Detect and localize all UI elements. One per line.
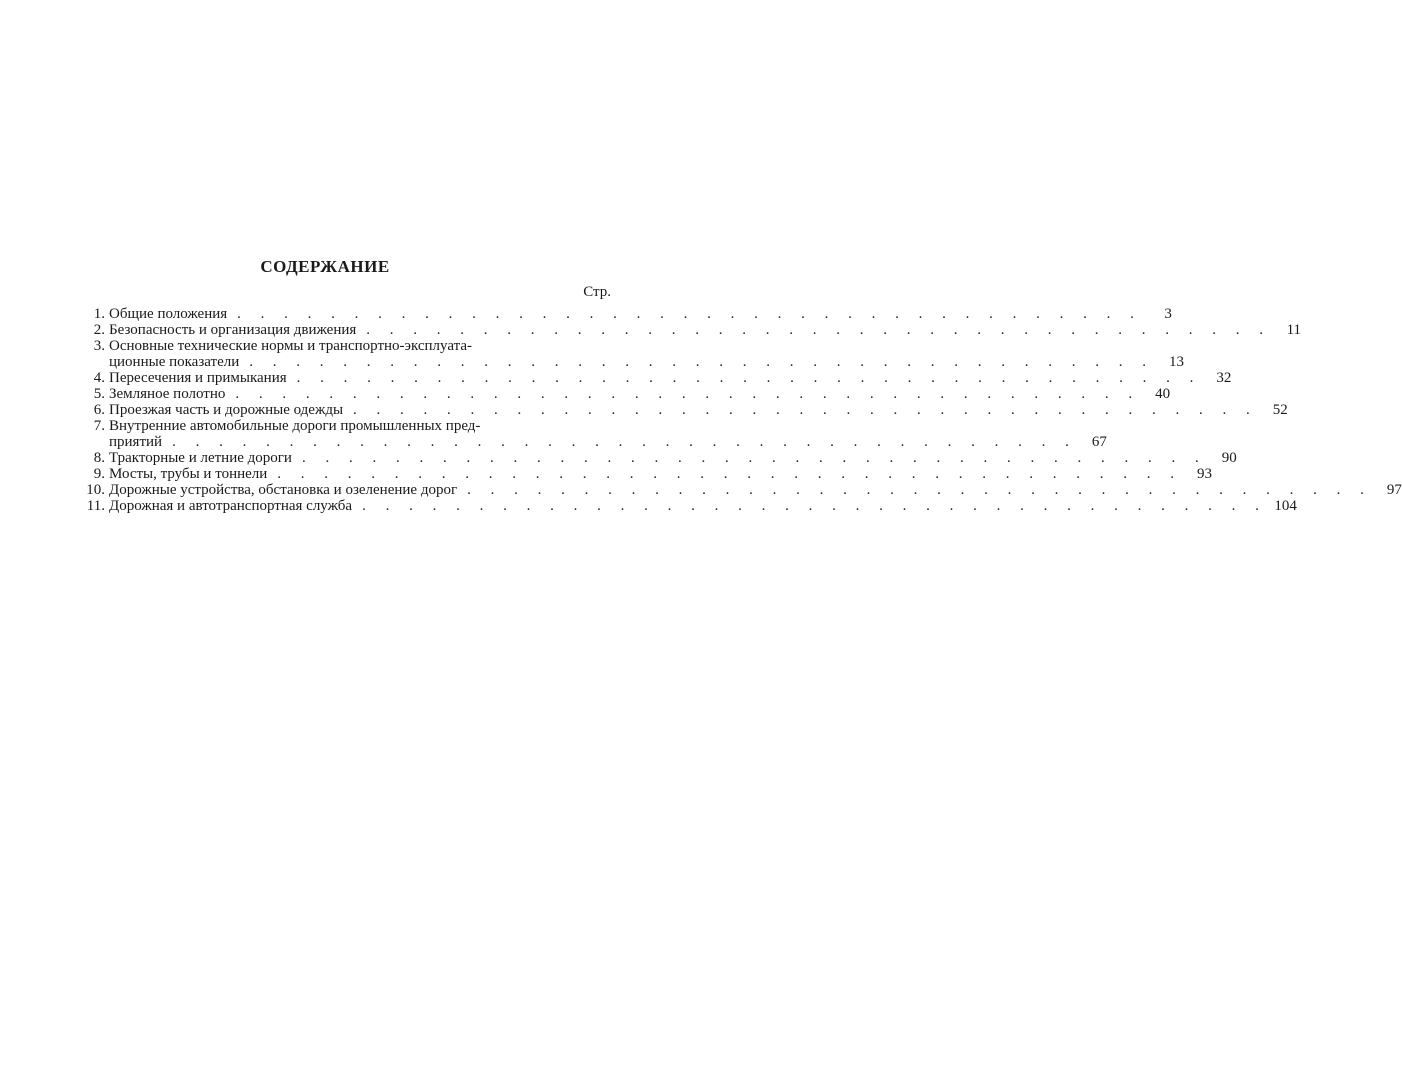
toc-entry-page: 52 (1272, 402, 1288, 418)
toc-entry-page: 32 (1216, 370, 1232, 386)
toc-title: СОДЕРЖАНИЕ (260, 257, 390, 276)
toc-entry (80, 418, 1107, 450)
toc-entry-number: 1. (93, 306, 105, 322)
toc-entry-number: 2. (93, 322, 105, 338)
leader-dots: . . . . . . . . . . . . . . . . . . . . . . . . . . . . . . . . . . . . . . . (235, 386, 1141, 402)
toc-entry-page: 11 (1286, 322, 1302, 338)
toc-entry-page: 93 (1197, 466, 1213, 482)
toc-entry-number: 6. (93, 402, 105, 418)
toc-entry-number: 8. (93, 450, 105, 466)
leader-dots: . . . . . . . . . . . . . . . . . . . . . . . . . . . . . . . . . . . . . . . (362, 498, 1267, 514)
toc-entry-title: Дорожные устройства, обстановка и озеленение дорог (109, 482, 458, 498)
toc-entry-page: 67 (1091, 434, 1107, 450)
toc-entry (80, 498, 1297, 514)
leader-dots: . . . . . . . . . . . . . . . . . . . . . . . . . . . . . . . . . . . . . . . (366, 322, 1272, 338)
leader-dots: . . . . . . . . . . . . . . . . . . . . . . . . . . . . . . . . . . . . . . . (237, 306, 1142, 322)
toc-entry-page: 13 (1169, 354, 1185, 370)
toc-entry (80, 450, 1237, 466)
toc-entry-page: 104 (1274, 498, 1297, 514)
toc-entry (80, 386, 1171, 402)
toc-entry-page: 40 (1155, 386, 1171, 402)
toc-entry-number: 11. (86, 498, 105, 514)
toc-entry-title: Основные технические нормы и транспортно-эксплуата- (109, 338, 473, 354)
toc-entry-title: Проезжая часть и дорожные одежды (109, 402, 344, 418)
toc-entry-title: Безопасность и организация движения (109, 322, 357, 338)
toc-entry-title: Земляное полотно (109, 386, 226, 402)
toc-entry-number: 9. (93, 466, 105, 482)
toc-entry-number: 5. (93, 386, 105, 402)
toc-entry (80, 466, 1213, 482)
toc-entry (80, 370, 1232, 386)
leader-dots: . . . . . . . . . . . . . . . . . . . . . . . . . . . . . . . . . . . . . . . (353, 402, 1258, 418)
toc-entry (80, 402, 1288, 418)
toc-entry-page: 97 (1386, 482, 1402, 498)
toc-entry-number: 3. (93, 338, 105, 354)
toc-entry (80, 338, 1185, 370)
toc-entry-number: 7. (93, 418, 105, 434)
leader-dots: . . . . . . . . . . . . . . . . . . . . . . . . . . . . . . . . . . . . . . . (249, 354, 1155, 370)
toc-entry-title: Внутренние автомобильные дороги промышленных пред- (109, 418, 481, 434)
toc-entry-title: Дорожная и автотранспортная служба (109, 498, 353, 514)
toc-entry (80, 322, 1302, 338)
toc-entry-number: 4. (93, 370, 105, 386)
toc-entry-title: Пересечения и примыкания (109, 370, 287, 386)
toc-entry-page: 3 (1164, 306, 1172, 322)
leader-dots: . . . . . . . . . . . . . . . . . . . . . . . . . . . . . . . . . . . . . . . (172, 434, 1077, 450)
toc-entry-title-continuation: ционные показатели (109, 354, 240, 370)
leader-dots: . . . . . . . . . . . . . . . . . . . . . . . . . . . . . . . . . . . . . . . (277, 466, 1183, 482)
leader-dots: . . . . . . . . . . . . . . . . . . . . . . . . . . . . . . . . . . . . . . . (296, 370, 1202, 386)
leader-dots: . . . . . . . . . . . . . . . . . . . . . . . . . . . . . . . . . . . . . . . (301, 450, 1207, 466)
toc-entry-number: 10. (86, 482, 105, 498)
toc-entry (80, 306, 1172, 322)
page-column-header: Стр. (583, 284, 611, 300)
toc-entry-title: Общие положения (109, 306, 228, 322)
toc-entry-title: Тракторные и летние дороги (109, 450, 292, 466)
toc-list (80, 306, 1402, 514)
toc-entry-title-continuation: приятий (109, 434, 163, 450)
toc-entry (80, 482, 1402, 498)
toc-entry-title: Мосты, трубы и тоннели (109, 466, 268, 482)
toc-entry-page: 90 (1221, 450, 1237, 466)
leader-dots: . . . . . . . . . . . . . . . . . . . . . . . . . . . . . . . . . . . . . . . (467, 482, 1372, 498)
